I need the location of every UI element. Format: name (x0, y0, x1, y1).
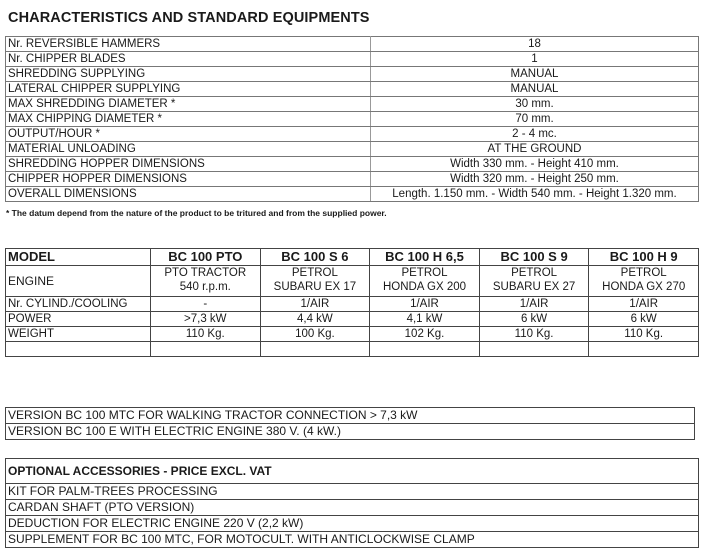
characteristic-row (6, 127, 699, 142)
optional-row (6, 484, 699, 500)
weight-row (6, 327, 699, 342)
header-cell: MODEL (6, 249, 151, 266)
characteristic-row (6, 67, 699, 82)
engine-cell: PETROL HONDA GX 200 (370, 266, 480, 297)
characteristic-label: MAX SHREDDING DIAMETER * (6, 97, 371, 112)
versions-table (5, 407, 695, 440)
models-table (5, 248, 699, 357)
characteristic-label: Nr. CHIPPER BLADES (6, 52, 371, 67)
characteristic-label: LATERAL CHIPPER SUPPLYING (6, 82, 371, 97)
characteristic-row (6, 52, 699, 67)
table-cell (589, 342, 699, 357)
characteristic-row (6, 37, 699, 52)
characteristic-row (6, 97, 699, 112)
header-cell: BC 100 H 9 (589, 249, 699, 266)
optional-item: SUPPLEMENT FOR BC 100 MTC, FOR MOTOCULT. WITH ANTICLOCKWISE CLAMP (6, 532, 699, 548)
characteristic-row (6, 187, 699, 202)
table-cell: 110 Kg. (479, 327, 589, 342)
characteristic-value: Width 330 mm. - Height 410 mm. (371, 157, 699, 172)
footnote: * The datum depend from the nature of the product to be tritured and from the supplied power. (6, 208, 387, 218)
table-cell (260, 342, 370, 357)
engine-cell: PETROL HONDA GX 270 (589, 266, 699, 297)
characteristic-label: MATERIAL UNLOADING (6, 142, 371, 157)
characteristic-value: MANUAL (371, 82, 699, 97)
characteristic-value: Width 320 mm. - Height 250 mm. (371, 172, 699, 187)
characteristic-row (6, 82, 699, 97)
row-label: ENGINE (6, 266, 151, 297)
row-label: Nr. CYLIND./COOLING (6, 297, 151, 312)
table-cell: 6 kW (479, 312, 589, 327)
characteristic-value: AT THE GROUND (371, 142, 699, 157)
characteristic-row (6, 157, 699, 172)
header-cell: BC 100 S 6 (260, 249, 370, 266)
header-cell: BC 100 H 6,5 (370, 249, 480, 266)
table-cell: 1/AIR (370, 297, 480, 312)
table-cell: >7,3 kW (151, 312, 261, 327)
characteristic-value: 2 - 4 mc. (371, 127, 699, 142)
table-cell: 102 Kg. (370, 327, 480, 342)
version-row (6, 408, 695, 424)
optional-row (6, 500, 699, 516)
engine-cell: PTO TRACTOR 540 r.p.m. (151, 266, 261, 297)
table-cell: 110 Kg. (589, 327, 699, 342)
characteristic-label: SHREDDING HOPPER DIMENSIONS (6, 157, 371, 172)
table-cell (370, 342, 480, 357)
header-cell: BC 100 S 9 (479, 249, 589, 266)
characteristic-label: CHIPPER HOPPER DIMENSIONS (6, 172, 371, 187)
cylinders-row (6, 297, 699, 312)
optional-header-row (6, 459, 699, 484)
table-cell: 4,1 kW (370, 312, 480, 327)
row-label: POWER (6, 312, 151, 327)
table-cell (151, 342, 261, 357)
characteristic-row (6, 142, 699, 157)
characteristic-label: OUTPUT/HOUR * (6, 127, 371, 142)
blank-row (6, 342, 699, 357)
engine-cell: PETROL SUBARU EX 17 (260, 266, 370, 297)
characteristic-value: 30 mm. (371, 97, 699, 112)
table-cell: 1/AIR (479, 297, 589, 312)
engine-cell: PETROL SUBARU EX 27 (479, 266, 589, 297)
row-label: WEIGHT (6, 327, 151, 342)
table-cell: 100 Kg. (260, 327, 370, 342)
characteristic-value: MANUAL (371, 67, 699, 82)
table-cell (479, 342, 589, 357)
characteristic-value: 70 mm. (371, 112, 699, 127)
table-cell: 4,4 kW (260, 312, 370, 327)
section-title: CHARACTERISTICS AND STANDARD EQUIPMENTS (8, 10, 370, 26)
optional-title: OPTIONAL ACCESSORIES - PRICE EXCL. VAT (6, 459, 699, 484)
table-cell: 1/AIR (589, 297, 699, 312)
optional-accessories-table (5, 458, 699, 548)
table-cell (6, 342, 151, 357)
characteristic-label: Nr. REVERSIBLE HAMMERS (6, 37, 371, 52)
optional-item: CARDAN SHAFT (PTO VERSION) (6, 500, 699, 516)
characteristic-label: SHREDDING SUPPLYING (6, 67, 371, 82)
characteristic-label: MAX CHIPPING DIAMETER * (6, 112, 371, 127)
optional-row (6, 532, 699, 548)
version-cell: VERSION BC 100 MTC FOR WALKING TRACTOR CONNECTION > 7,3 kW (6, 408, 695, 424)
version-row (6, 424, 695, 440)
optional-item: DEDUCTION FOR ELECTRIC ENGINE 220 V (2,2 kW) (6, 516, 699, 532)
power-row (6, 312, 699, 327)
characteristic-value: 1 (371, 52, 699, 67)
characteristic-value: Length. 1.150 mm. - Width 540 mm. - Height 1.320 mm. (371, 187, 699, 202)
table-cell: 6 kW (589, 312, 699, 327)
optional-row (6, 516, 699, 532)
models-header-row (6, 249, 699, 266)
characteristic-row (6, 172, 699, 187)
table-cell: - (151, 297, 261, 312)
header-cell: BC 100 PTO (151, 249, 261, 266)
characteristics-table (5, 36, 699, 202)
version-cell: VERSION BC 100 E WITH ELECTRIC ENGINE 380 V. (4 kW.) (6, 424, 695, 440)
characteristic-row (6, 112, 699, 127)
optional-item: KIT FOR PALM-TREES PROCESSING (6, 484, 699, 500)
characteristic-label: OVERALL DIMENSIONS (6, 187, 371, 202)
engine-row (6, 266, 699, 297)
table-cell: 1/AIR (260, 297, 370, 312)
characteristic-value: 18 (371, 37, 699, 52)
table-cell: 110 Kg. (151, 327, 261, 342)
